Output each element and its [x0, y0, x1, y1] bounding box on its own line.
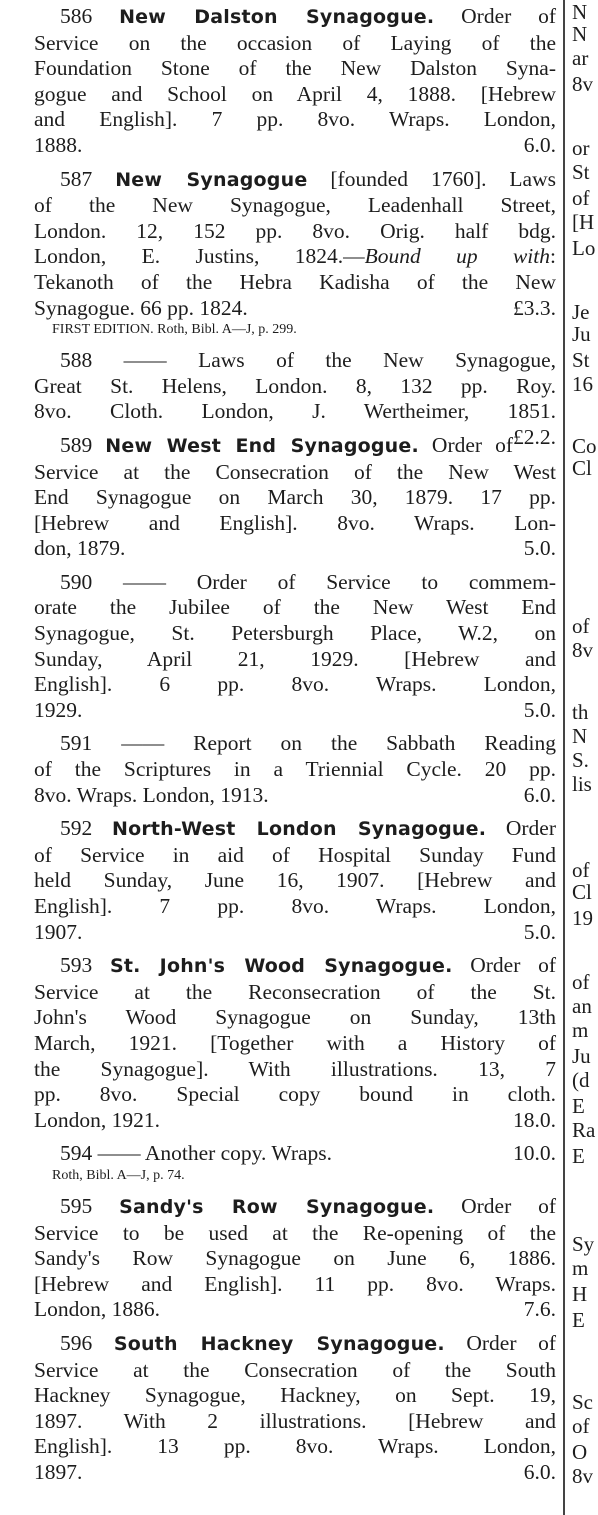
entry-line — [34, 647, 556, 673]
entry-text: of the New Synagogue, Leadenhall Street, — [34, 193, 556, 218]
entry-line — [34, 1246, 556, 1272]
entry-number: 595 — [60, 1193, 93, 1218]
entry-line — [34, 460, 556, 486]
right-column-fragment: Co — [572, 434, 597, 458]
entry-line — [34, 244, 556, 270]
entry-text: of Service in aid of Hospital Sunday Fund — [34, 842, 556, 867]
entry-line — [34, 953, 556, 980]
entry-line — [34, 193, 556, 219]
catalogue-entry — [34, 953, 556, 1133]
catalogue-entry — [34, 1331, 556, 1486]
entry-price: 5.0. — [523, 919, 556, 944]
entry-line — [34, 1108, 556, 1134]
right-column-fragment: 19 — [572, 906, 593, 930]
entry-heading: Sandy's Row Synagogue. — [119, 1195, 435, 1218]
entry-text: Synagogue, St. Petersburgh Place, W.2, on — [34, 621, 556, 646]
entry-text: Tekanoth of the Hebra Kadisha of the New — [34, 269, 556, 294]
entry-heading: New Dalston Synagogue. — [119, 6, 435, 28]
right-column-fragment: St — [572, 160, 590, 184]
entry-price: 6.0. — [523, 132, 556, 157]
entry-number: 596 — [60, 1330, 93, 1355]
entry-text: 1907. — [34, 919, 83, 944]
entry-line — [34, 920, 556, 946]
right-column-fragment: or — [572, 136, 590, 160]
entry-price: 6.0. — [523, 782, 556, 807]
entry-text: End Synagogue on March 30, 1879. 17 pp. — [34, 485, 556, 510]
entry-line — [34, 31, 556, 57]
right-column-fragment: of — [572, 614, 590, 638]
entry-line — [34, 757, 556, 783]
entry-text: 1929. — [34, 697, 83, 722]
entry-text: of the Scriptures in a Triennial Cycle. 20 pp. — [34, 757, 556, 782]
entry-text: English]. 7 pp. 8vo. Wraps. London, — [34, 894, 556, 918]
right-column-fragment: O — [572, 1440, 588, 1464]
catalogue-entry — [34, 1194, 556, 1323]
entry-line — [34, 672, 556, 698]
entry-text: and English]. 7 pp. 8vo. Wraps. London, — [34, 107, 556, 132]
right-column-fragment: [H — [572, 210, 595, 234]
right-column-fragment: th — [572, 700, 589, 724]
entry-line — [34, 399, 556, 425]
entry-text: London. 12, 152 pp. 8vo. Orig. half bdg. — [34, 218, 556, 243]
entry-text: Order of — [418, 432, 513, 457]
entry-text: Order of — [444, 1330, 556, 1355]
entry-line — [34, 1082, 556, 1108]
entry-text: Order of — [452, 953, 556, 978]
entry-number: 589 — [60, 432, 93, 457]
right-column-fragment: N — [572, 0, 588, 24]
right-column-fragment: S. — [572, 748, 589, 772]
entry-text: Great St. Helens, London. 8, 132 pp. Roy. — [34, 373, 556, 398]
entry-text: John's Wood Synagogue on Sunday, 13th — [34, 1005, 556, 1030]
entry-text: Order of — [434, 1193, 556, 1218]
right-column-fragment: of — [572, 858, 590, 882]
entry-number: 587 — [60, 166, 93, 191]
entry-line — [34, 894, 556, 920]
catalogue-entry — [34, 1141, 556, 1186]
right-column-fragment: an — [572, 994, 592, 1018]
right-column-fragment: m — [572, 1256, 589, 1280]
right-column-fragment: E — [572, 1144, 585, 1168]
entry-line — [34, 167, 556, 194]
entry-text: : — [550, 244, 556, 269]
entry-text: [Hebrew and English]. 11 pp. 8vo. Wraps. — [34, 1271, 556, 1296]
right-column-fragment: St — [572, 348, 590, 372]
entry-line — [34, 1409, 556, 1435]
entry-line — [34, 1221, 556, 1247]
entry-line — [34, 1434, 556, 1460]
right-column-fragment: lis — [572, 772, 592, 796]
entry-price: 18.0. — [513, 1107, 556, 1132]
right-column-fragment: Ju — [572, 1044, 591, 1068]
entry-text: Sunday, April 21, 1929. [Hebrew and — [34, 646, 556, 671]
right-column-fragment: 8v — [572, 72, 593, 96]
entry-text: the Synagogue]. With illustrations. 13, 7 — [34, 1056, 556, 1081]
right-column-fragment: N — [572, 724, 588, 748]
entry-line — [34, 374, 556, 400]
right-column-fragment: Sy — [572, 1232, 595, 1256]
entry-text: orate the Jubilee of the New West End — [34, 595, 556, 620]
entry-line — [34, 731, 556, 757]
entry-text: —— Another copy. Wraps. — [97, 1141, 333, 1166]
entry-price: 5.0. — [523, 536, 556, 561]
entry-heading: St. John's Wood Synagogue. — [109, 955, 453, 978]
right-column-fragment: ar — [572, 46, 589, 70]
entry-price: 6.0. — [523, 1459, 556, 1484]
entry-line — [34, 570, 556, 596]
entry-text: pp. 8vo. Special copy bound in cloth. — [34, 1082, 556, 1107]
right-column-fragment: Ra — [572, 1118, 596, 1142]
entry-line — [34, 816, 556, 843]
right-column-fragment: Sc — [572, 1390, 593, 1414]
entry-text: Service on the occasion of Laying of the — [34, 30, 556, 55]
entry-text: —— Laws of the New Synagogue, — [123, 348, 557, 373]
entry-text: [Hebrew and English]. 8vo. Wraps. Lon- — [34, 510, 556, 535]
entry-line — [34, 1358, 556, 1384]
entry-text: gogue and School on April 4, 1888. [Hebrew — [34, 81, 556, 106]
entry-line — [34, 1331, 556, 1358]
entry-line — [34, 1383, 556, 1409]
entry-price: £3.3. — [513, 295, 556, 320]
entry-heading: North-West London Synagogue. — [111, 818, 487, 841]
right-column-fragment: Lo — [572, 236, 596, 260]
entry-number: 591 — [60, 731, 93, 756]
entry-line — [34, 348, 556, 374]
entry-text: Order of — [434, 4, 556, 28]
entry-text: English]. 6 pp. 8vo. Wraps. London, — [34, 672, 556, 697]
catalogue-entry — [34, 816, 556, 945]
entry-text: London, 1921. — [34, 1107, 161, 1132]
entry-line — [34, 1297, 556, 1323]
right-column-fragment: Cl — [572, 456, 592, 480]
entry-text: Order — [486, 816, 557, 841]
entry-line — [34, 621, 556, 647]
right-column-fragment: of — [572, 970, 590, 994]
entry-text: Synagogue. 66 pp. 1824. — [34, 295, 248, 320]
entry-line — [34, 219, 556, 245]
entry-line — [34, 433, 556, 460]
right-column-fragment: (d — [572, 1068, 590, 1092]
entry-italic: Bound up with — [364, 244, 551, 269]
entry-number: 588 — [60, 348, 93, 373]
entry-line — [34, 1057, 556, 1083]
entry-text: held Sunday, June 16, 1907. [Hebrew and — [34, 868, 556, 893]
entry-text: [founded 1760]. Laws — [307, 166, 556, 191]
entry-text: London, E. Justins, 1824.— — [34, 244, 365, 269]
entry-heading: New West End Synagogue. — [105, 434, 419, 457]
entry-number: 592 — [60, 816, 93, 841]
entry-line — [34, 1031, 556, 1057]
entry-line — [34, 485, 556, 511]
entry-line — [34, 1141, 556, 1167]
catalogue-entry — [34, 731, 556, 808]
entry-text: Hackney Synagogue, Hackney, on Sept. 19, — [34, 1383, 556, 1408]
entry-text: 8vo. Cloth. London, J. Wertheimer, 1851. — [34, 399, 556, 424]
entry-note: Roth, Bibl. A—J, p. 74. — [52, 1167, 185, 1183]
entry-text: don, 1879. — [34, 536, 126, 561]
entry-price: 5.0. — [523, 697, 556, 722]
entry-line — [34, 1194, 556, 1221]
right-column-fragment: Je — [572, 300, 590, 324]
entry-text: London, 1886. — [34, 1297, 161, 1322]
right-column-fragment: of — [572, 186, 590, 210]
entry-line — [34, 1272, 556, 1298]
catalogue-entry — [34, 4, 556, 159]
entry-line — [34, 107, 556, 133]
right-column-fragment: E — [572, 1308, 585, 1332]
right-column-fragment: E — [572, 1094, 585, 1118]
entry-price: £2.2. — [513, 424, 556, 449]
entry-line — [34, 868, 556, 894]
entry-text: Sandy's Row Synagogue on June 6, 1886. — [34, 1246, 556, 1271]
entry-text: 8vo. Wraps. London, 1913. — [34, 782, 269, 807]
catalogue-entry — [34, 433, 556, 562]
entry-price: 10.0. — [513, 1141, 556, 1166]
entry-line — [34, 133, 556, 159]
entry-line — [34, 511, 556, 537]
entry-line — [34, 698, 556, 724]
entry-text: Service to be used at the Re-opening of the — [34, 1220, 556, 1245]
entry-number: 593 — [60, 953, 93, 978]
entry-text: 1897. With 2 illustrations. [Hebrew and — [34, 1408, 556, 1433]
entry-text: Service at the Consecration of the South — [34, 1357, 556, 1382]
entry-line — [34, 1460, 556, 1486]
right-column-fragment: m — [572, 1018, 589, 1042]
right-column-fragment: 8v — [572, 638, 593, 662]
entry-line — [34, 296, 556, 322]
entry-text: —— Report on the Sabbath Reading — [121, 731, 557, 756]
entry-number: 590 — [60, 569, 93, 594]
column-rule — [563, 0, 565, 1515]
entry-text: Service at the Consecration of the New West — [34, 459, 556, 484]
entry-heading: New Synagogue — [115, 168, 308, 191]
entry-line — [34, 595, 556, 621]
entry-note: FIRST EDITION. Roth, Bibl. A—J, p. 299. — [52, 322, 297, 338]
entry-text: English]. 13 pp. 8vo. Wraps. London, — [34, 1434, 556, 1459]
entry-line — [34, 270, 556, 296]
entry-text: 1897. — [34, 1459, 83, 1484]
right-column-fragment: 8v — [572, 1464, 593, 1488]
right-column-fragment: Ju — [572, 322, 591, 346]
entry-text: —— Order of Service to commem- — [122, 569, 557, 594]
entry-price: 7.6. — [523, 1297, 556, 1322]
right-column-fragment: Cl — [572, 880, 592, 904]
entry-heading: South Hackney Synagogue. — [113, 1332, 445, 1355]
right-column-fragment: N — [572, 22, 588, 46]
entry-line — [34, 4, 556, 31]
right-column-fragment: H — [572, 1282, 588, 1306]
entry-line — [34, 56, 556, 82]
entry-number: 586 — [60, 4, 93, 28]
right-column-fragment: of — [572, 1414, 590, 1438]
entry-text: 1888. — [34, 132, 83, 157]
entry-line — [34, 1005, 556, 1031]
entry-line — [34, 82, 556, 108]
catalogue-entry — [34, 570, 556, 724]
entry-text: Foundation Stone of the New Dalston Syna- — [34, 56, 556, 81]
catalogue-column — [34, 4, 556, 1493]
entry-number: 594 — [60, 1141, 93, 1166]
right-column-fragment: 16 — [572, 372, 593, 396]
entry-line — [34, 536, 556, 562]
entry-line — [34, 980, 556, 1006]
entry-text: March, 1921. [Together with a History of — [34, 1030, 556, 1055]
catalogue-entry — [34, 167, 556, 341]
entry-text: Service at the Reconsecration of the St. — [34, 979, 556, 1004]
entry-line — [34, 843, 556, 869]
entry-line — [34, 783, 556, 809]
